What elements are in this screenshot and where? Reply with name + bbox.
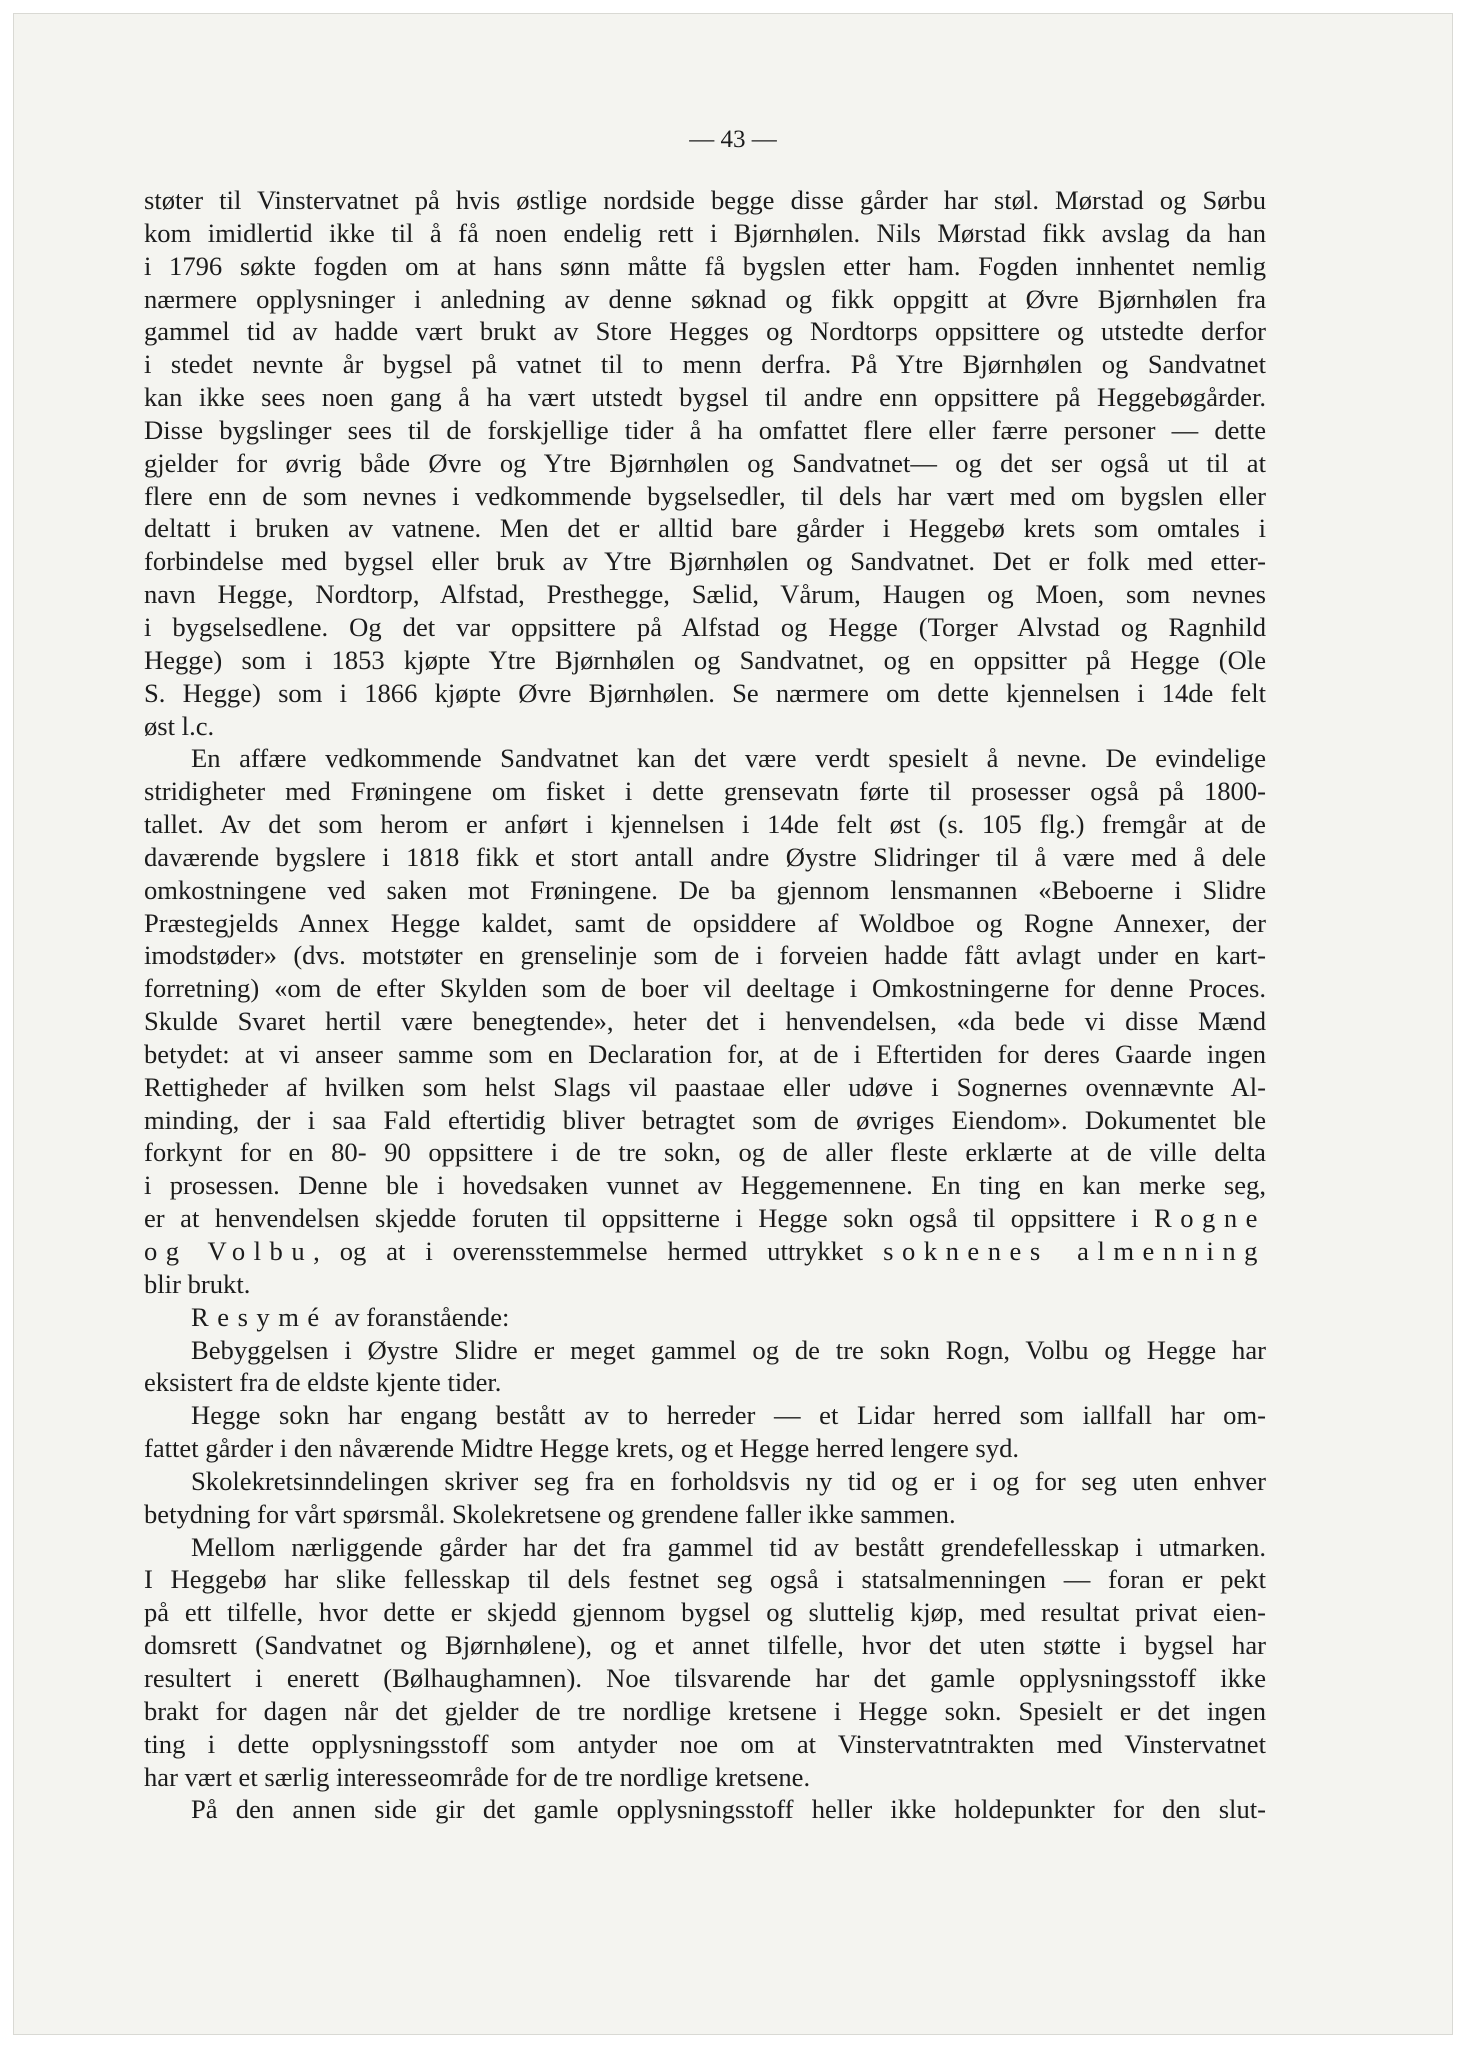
text-segment: er at henvendelsen skjedde foruten til oppsitterne i Hegge sokn også til oppsittere i [144, 1203, 1139, 1234]
text-line: navn Hegge, Nordtorp, Alfstad, Presthegge, Sælid, Vårum, Haugen og Moen, som nevnes [144, 579, 1266, 610]
text-line: betydet: at vi anseer samme som en Declaration for, at de i Eftertiden for deres Gaarde ingen [144, 1038, 1266, 1069]
text-line: Mellom nærliggende gårder har det fra gammel tid av bestått grendefellesskap i utmarken. [191, 1531, 1266, 1562]
text-line: I Heggebø har slike fellesskap til dels festnet seg også i statsalmenningen — foran er pekt [144, 1564, 1266, 1595]
text-line: Hegge) som i 1853 kjøpte Ytre Bjørnhølen og Sandvatnet, og en oppsitter på Hegge (Ole [144, 644, 1266, 675]
text-line: fattet gårder i den nåværende Midtre Hegge krets, og et Hegge herred lengere syd. [144, 1433, 1020, 1464]
spaced-word: soknenes almenning [883, 1236, 1266, 1266]
text-line: kan ikke sees noen gang å ha vært utstedt bygsel til andre enn oppsittere på Heggebøgårder. [144, 382, 1266, 413]
text-line: i stedet nevnte år bygsel på vatnet til to menn derfra. På Ytre Bjørnhølen og Sandvatnet [144, 349, 1266, 380]
text-line: brakt for dagen når det gjelder de tre nordlige kretsene i Hegge sokn. Spesielt er det ingen [144, 1695, 1266, 1726]
text-line: i 1796 søkte fogden om at hans sønn måtte få bygslen etter ham. Fogden innhentet nemlig [144, 250, 1266, 281]
text-line: har vært et særlig interesseområde for de tre nordlige kretsene. [144, 1761, 811, 1792]
text-line: Præstegjelds Annex Hegge kaldet, samt de opsiddere af Woldboe og Rogne Annexer, der [144, 907, 1266, 938]
text-line: resultert i enerett (Bølhaughamnen). Noe tilsvarende har det gamle opplysningsstoff ikke [144, 1662, 1266, 1693]
text-line: stridigheter med Frøningene om fisket i dette grensevatn førte til prosesser også på 1800- [144, 776, 1266, 807]
text-line: kom imidlertid ikke til å få noen endelig rett i Bjørnhølen. Nils Mørstad fikk avslag da han [144, 217, 1266, 248]
text-line: daværende bygslere i 1818 fikk et stort antall andre Øystre Slidringer til å være med å dele [144, 841, 1266, 872]
text-line: tallet. Av det som herom er anført i kjennelsen i 14de felt øst (s. 105 flg.) fremgår at de [144, 809, 1266, 840]
document-page [14, 14, 1452, 2034]
text-line: flere enn de som nevnes i vedkommende bygselsedler, til dels har vært med om bygslen eller [144, 480, 1266, 511]
text-line: blir brukt. [144, 1268, 251, 1299]
text-segment: , og at i overensstemmelse hermed uttrykket [313, 1236, 864, 1266]
text-line: Skulde Svaret hertil være benegtende», heter det i henvendelsen, «da bede vi disse Mænd [144, 1006, 1266, 1037]
text-line: deltatt i bruken av vatnene. Men det er alltid bare gårder i Heggebø krets som omtales i [144, 513, 1266, 544]
text-line: Skolekretsinndelingen skriver seg fra en forholdsvis ny tid og er i og for seg uten enhver [191, 1465, 1266, 1496]
text-line: forretning) «om de efter Skylden som de boer vil deeltage i Omkostningerne for denne Proces. [144, 973, 1266, 1004]
text-line: Rettigheder af hvilken som helst Slags vil paastaae eller udøve i Sognernes ovennævnte Al- [144, 1071, 1266, 1102]
text-line: eksistert fra de eldste kjente tider. [144, 1367, 502, 1398]
text-segment: av foranstående: [327, 1301, 510, 1332]
body-text [144, 184, 1266, 1826]
text-line: ting i dette opplysningsstoff som antyder noe om at Vinstervatntrakten med Vinstervatnet [144, 1728, 1266, 1759]
text-line: gammel tid av hadde vært brukt av Store Hegges og Nordtorps oppsittere og utstedte derfor [144, 316, 1266, 347]
text-line: forkynt for en 80- 90 oppsittere i de tre sokn, og de aller fleste erklærte at de ville delta [144, 1137, 1266, 1168]
text-line: gjelder for øvrig både Øvre og Ytre Bjørnhølen og Sandvatnet— og det ser også ut til at [144, 447, 1266, 478]
text-line [144, 1235, 1266, 1268]
text-line: betydning for vårt spørsmål. Skolekretsene og grendene faller ikke sammen. [144, 1498, 956, 1529]
text-line: S. Hegge) som i 1866 kjøpte Øvre Bjørnhølen. Se nærmere om dette kjennelsen i 14de felt [144, 677, 1266, 708]
text-line: En affære vedkommende Sandvatnet kan det være verdt spesielt å nevne. De evindelige [191, 743, 1266, 774]
text-line: Disse bygslinger sees til de forskjellige tider å ha omfattet flere eller færre personer — dette [144, 414, 1266, 445]
text-line [144, 1301, 1266, 1334]
text-line: Hegge sokn har engang bestått av to herreder — et Lidar herred som iallfall har om- [191, 1400, 1266, 1431]
spaced-word: Rogne [1154, 1203, 1266, 1234]
text-line [144, 1202, 1266, 1235]
text-line: nærmere opplysninger i anledning av denne søknad og fikk oppgitt at Øvre Bjørnhølen fra [144, 283, 1266, 314]
text-line: i bygselsedlene. Og det var oppsittere på Alfstad og Hegge (Torger Alvstad og Ragnhild [144, 611, 1266, 642]
text-line: forbindelse med bygsel eller bruk av Ytre Bjørnhølen og Sandvatnet. Det er folk med etter- [144, 546, 1266, 577]
text-line: på ett tilfelle, hvor dette er skjedd gjennom bygsel og sluttelig kjøp, med resultat privat eien- [144, 1597, 1266, 1628]
text-line: imodstøder» (dvs. motstøter en grenselinje som de i forveien hadde fått avlagt under en kart- [144, 940, 1266, 971]
spaced-word: Resymé [191, 1301, 328, 1332]
text-line: øst l.c. [144, 710, 215, 741]
text-line: domsrett (Sandvatnet og Bjørnhølene), og et annet tilfelle, hvor det uten støtte i bygsel har [144, 1630, 1266, 1661]
spaced-word: Volbu [207, 1236, 314, 1266]
spaced-word: og [144, 1236, 188, 1266]
page-number: — 43 — [689, 126, 777, 153]
text-line: Bebyggelsen i Øystre Slidre er meget gammel og de tre sokn Rogn, Volbu og Hegge har [191, 1334, 1266, 1365]
text-line: støter til Vinstervatnet på hvis østlige nordside begge disse gårder har støl. Mørstad og Sørbu [144, 185, 1266, 215]
text-line: i prosessen. Denne ble i hovedsaken vunnet av Heggemennene. En ting en kan merke seg, [144, 1170, 1266, 1201]
text-line: omkostningene ved saken mot Frøningene. De ba gjennom lensmannen «Beboerne i Slidre [144, 874, 1266, 905]
text-line: minding, der i saa Fald eftertidig bliver betragtet som de øvriges Eiendom». Dokumentet ble [144, 1104, 1266, 1135]
text-line: På den annen side gir det gamle opplysningsstoff heller ikke holdepunkter for den slut- [191, 1794, 1266, 1825]
